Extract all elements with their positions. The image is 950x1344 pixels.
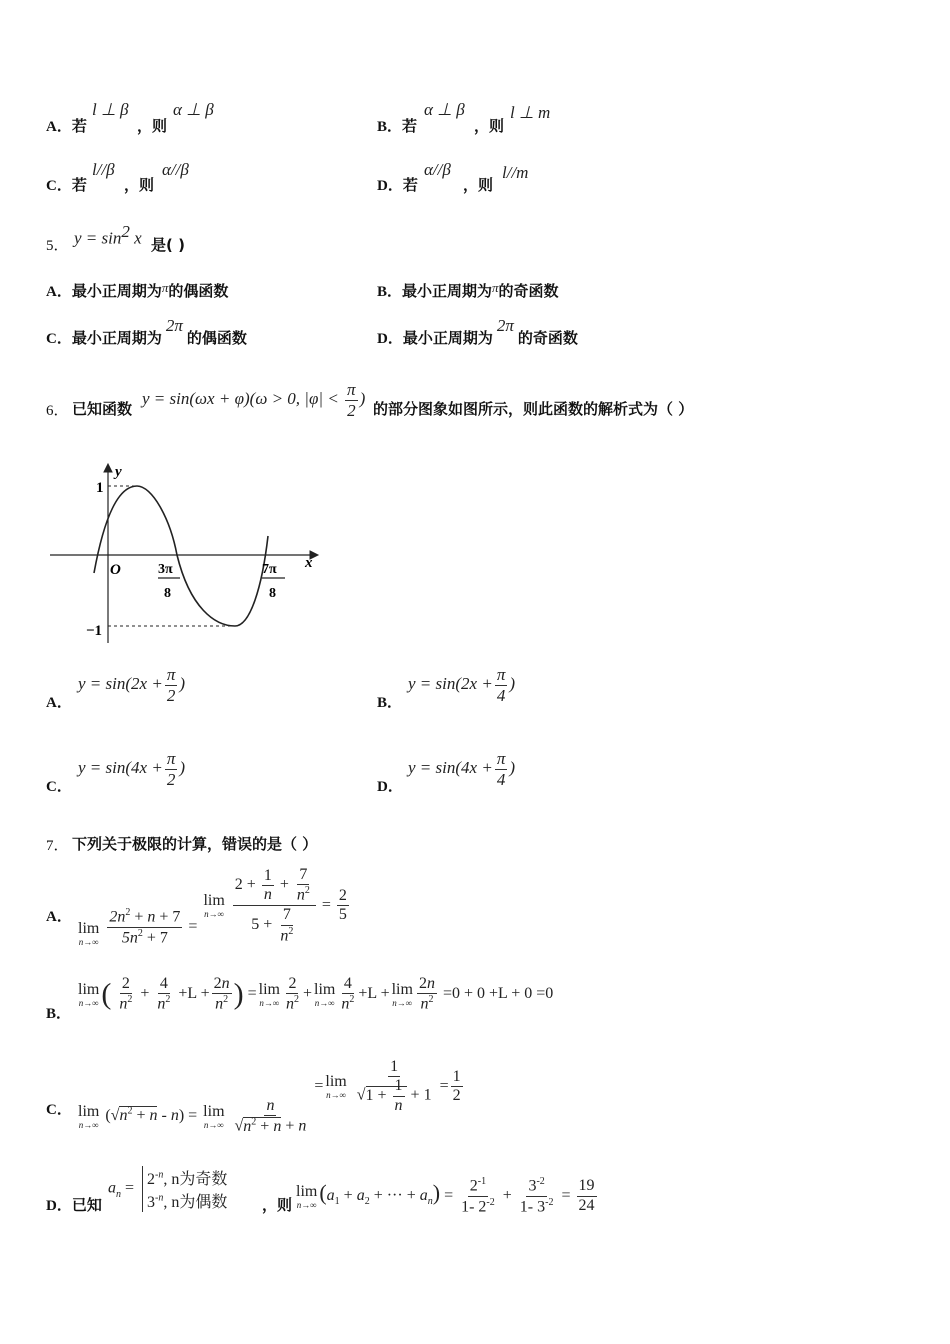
q4-b-condition: α ⊥ β — [424, 100, 465, 119]
q7-option-b-label[interactable]: B． — [46, 1006, 72, 1022]
q6-stem-pre: 已知函数 — [72, 400, 133, 418]
q6-function: y = sin(ωx + φ)(ω > 0, |φ| < $\frac{\pi}{2}$ ) — [142, 380, 366, 420]
q6-option-b-label[interactable]: B． — [377, 695, 403, 711]
q4-option-c[interactable]: C．若 — [46, 176, 87, 194]
q7-option-b-formula[interactable]: lim n→∞ ( $\frac{2}{n^2}$ + $\frac{4}{n^2}$ +L + $\frac{2n}{n^2}$ ) = lim n→∞ $\frac{2}{n^2}$ + lim n→∞ $\frac{4}{n^2}$ +L + lim n→∞ $\frac{2n}{n^2}$ =0 + 0 +L + 0 =0 — [78, 975, 554, 1013]
q6-option-a-label[interactable]: A． — [46, 695, 72, 711]
label-neg-one: −1 — [86, 623, 103, 639]
q5-stem-tail: 是( ) — [151, 236, 185, 254]
origin-label: O — [110, 562, 121, 578]
x-label: x — [305, 555, 313, 571]
y-label: y — [115, 464, 122, 480]
tick2-num: 7π — [262, 562, 277, 577]
q4-c-result: α//β — [162, 160, 189, 179]
q6-option-c-formula[interactable]: y = sin(4x + $\frac{\pi}{2}$ ) — [78, 749, 186, 789]
q5-number: 5． — [46, 238, 69, 254]
q6-stem-post: 的部分图象如图所示，则此函数的解析式为（ ） — [373, 400, 694, 418]
q4-a-condition: l ⊥ β — [92, 100, 129, 119]
q4-d-condition: α//β — [424, 160, 451, 179]
q4-option-a[interactable]: A．若 — [46, 117, 87, 135]
q4-b-result: l ⊥ m — [510, 103, 551, 122]
q4-d-result: l//m — [502, 163, 529, 182]
q7-option-d-formula[interactable]: lim n→∞ ($a_1 + a_2$ + ··· + $a_n$) = $\frac{2^{-1}}{1- 2^{-2}}$ + $\frac{3^{-2}}{1- 3^{-2}}$ = $\frac{19}{24}$ — [296, 1176, 595, 1216]
q7-option-d-piecewise: $a_n$ = $2^{-n}$, n为奇数 $3^{-n}$, n为偶数 — [108, 1166, 227, 1212]
q6-option-a-formula[interactable]: y = sin(2x + $\frac{\pi}{2}$ ) — [78, 665, 186, 705]
q7-option-d-then: ，则 — [262, 1196, 293, 1214]
q6-number: 6． — [46, 403, 69, 419]
q7-option-d-label[interactable]: D．已知 — [46, 1196, 102, 1214]
q5-option-d[interactable]: D．最小正周期为2π的奇函数 — [377, 316, 578, 347]
q4-d-then: ，则 — [463, 176, 494, 194]
q5-function: $y = \sin^2 x$ — [74, 222, 142, 248]
q6-option-d-formula[interactable]: y = sin(4x + $\frac{\pi}{4}$ ) — [408, 749, 516, 789]
q5-option-c[interactable]: C．最小正周期为2π的偶函数 — [46, 316, 247, 347]
tick1-den: 8 — [164, 586, 171, 601]
q4-a-result: α ⊥ β — [173, 100, 214, 119]
q7-stem: 下列关于极限的计算，错误的是（ ） — [72, 835, 318, 853]
q7-number: 7． — [46, 838, 69, 854]
label-one: 1 — [96, 480, 104, 496]
q4-a-then: ，则 — [137, 117, 168, 135]
q7-option-a-label[interactable]: A． — [46, 909, 72, 925]
sine-curve — [94, 486, 268, 626]
y-axis-arrow — [104, 464, 112, 472]
q4-c-then: ，则 — [124, 176, 155, 194]
q6-sine-graph — [40, 458, 330, 648]
q4-option-b[interactable]: B．若 — [377, 117, 418, 135]
q4-c-condition: l//β — [92, 160, 115, 179]
q5-option-b[interactable]: B．最小正周期为$^\pi$的奇函数 — [377, 280, 559, 300]
q6-option-c-label[interactable]: C． — [46, 779, 72, 795]
q7-option-a-formula[interactable]: lim n→∞ $\frac{2n^2 + n + 7}{5n^2 + 7}$ = lim n→∞ 2 + $\frac{1}{n}$ + $\frac{7}{n^2}$ 5 + $\frac{7}{n^2}$ = $\frac{2}{5}$ — [78, 866, 347, 948]
q6-option-d-label[interactable]: D． — [377, 779, 403, 795]
q5-option-a[interactable]: A．最小正周期为$^\pi$的偶函数 — [46, 280, 229, 300]
q7-option-c-formula[interactable]: lim n→∞ $(√n^2 + n - n)$ = lim n→∞ $\frac{n}{√n^2 + n + n}$ = lim n→∞ 1 √1 + $\frac{1}{n}$ + 1 = $\frac{1}{2}$ — [78, 1058, 461, 1135]
q6-option-b-formula[interactable]: y = sin(2x + $\frac{\pi}{4}$ ) — [408, 665, 516, 705]
tick1-num: 3π — [158, 562, 173, 577]
q4-option-d[interactable]: D．若 — [377, 176, 418, 194]
q4-b-then: ，则 — [474, 117, 505, 135]
q7-option-c-label[interactable]: C． — [46, 1102, 72, 1118]
tick2-den: 8 — [269, 586, 276, 601]
